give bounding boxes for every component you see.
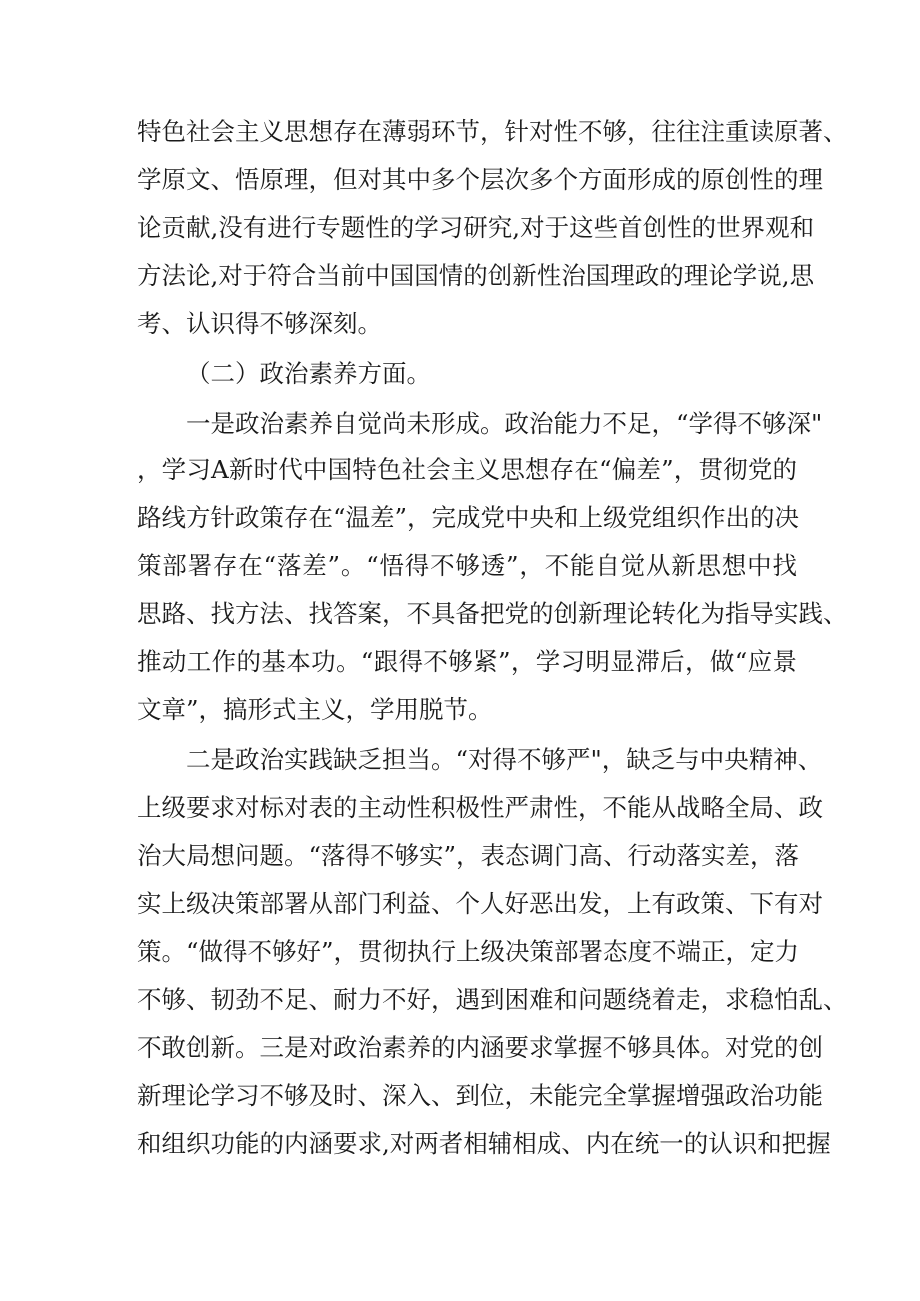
text-line-11: 思路、找方法、找答案，不具备把党的创新理论转化为指导实践、 (137, 599, 848, 628)
text-line-2: 学原文、悟原理，但对其中多个层次多个方面形成的原创性的理 (137, 165, 823, 194)
text-line-22: 和组织功能的内涵要求,对两者相辅相成、内在统一的认识和把握 (137, 1129, 831, 1158)
text-line-5: 考、认识得不够深刻。 (137, 309, 382, 338)
text-line-13: 文章”，搞形式主义，学用脱节。 (137, 695, 493, 724)
text-line-12: 推动工作的基本功。“跟得不够紧”，学习明显滞后，做“应景 (137, 647, 797, 676)
text-line-10: 策部署存在“落差”。“悟得不够透”，不能自觉从新思想中找 (137, 551, 797, 580)
text-line-14: 二是政治实践缺乏担当。“对得不够严"，缺乏与中央精神、 (186, 745, 823, 774)
text-line-17: 实上级决策部署从部门利益、个人好恶出发，上有政策、下有对 (137, 889, 823, 918)
text-line-1: 特色社会主义思想存在薄弱环节，针对性不够，往往注重读原著、 (137, 117, 848, 146)
text-line-9: 路线方针政策存在“温差”，完成党中央和上级党组织作出的决 (137, 503, 800, 532)
text-line-3: 论贡献,没有进行专题性的学习研究,对于这些首创性的世界观和 (137, 213, 815, 242)
text-line-8: ，学习A新时代中国特色社会主义思想存在“偏差”，贯彻党的 (137, 455, 797, 484)
section-heading: （二）政治素养方面。 (186, 359, 431, 388)
text-line-4: 方法论,对于符合当前中国国情的创新性治国理政的理论学说,思 (137, 261, 815, 290)
text-line-16: 治大局想问题。“落得不够实”，表态调门高、行动落实差，落 (137, 841, 800, 870)
text-line-18: 策。“做得不够好”，贯彻执行上级决策部署态度不端正，定力 (137, 937, 800, 966)
text-line-21: 新理论学习不够及时、深入、到位，未能完全掌握增强政治功能 (137, 1081, 823, 1110)
text-line-7: 一是政治素养自觉尚未形成。政治能力不足，“学得不够深" (186, 409, 823, 438)
text-line-19: 不够、韧劲不足、耐力不好，遇到困难和问题绕着走，求稳怕乱、 (137, 985, 848, 1014)
text-line-20: 不敢创新。三是对政治素养的内涵要求掌握不够具体。对党的创 (137, 1033, 823, 1062)
text-line-15: 上级要求对标对表的主动性积极性严肃性，不能从战略全局、政 (137, 793, 823, 822)
